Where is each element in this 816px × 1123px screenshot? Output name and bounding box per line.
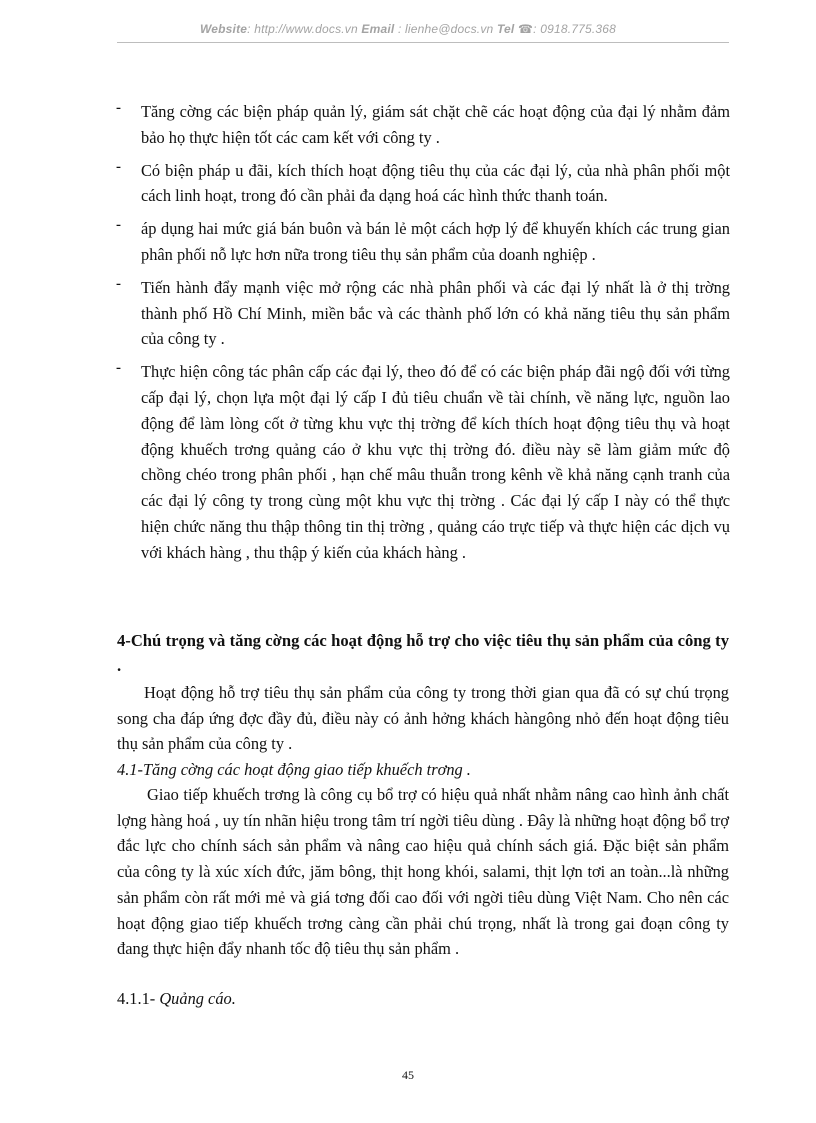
phone-icon: ☎ — [518, 22, 534, 36]
email-value: : lienhe@docs.vn — [394, 22, 497, 36]
website-value: : http://www.docs.vn — [247, 22, 362, 36]
tel-label: Tel — [496, 22, 515, 36]
section-number: 4.1.1- — [117, 989, 160, 1008]
page-header — [0, 22, 816, 36]
section-4-heading: 4-Chú trọng và tăng cờng các hoạt động hỗ trợ cho việc tiêu thụ sản phẩm của công ty . — [117, 631, 729, 675]
bullet-dash: - — [116, 360, 121, 377]
list-item — [114, 158, 730, 210]
tel-value: : 0918.775.368 — [533, 22, 617, 36]
list-item — [114, 275, 730, 352]
bullet-text: áp dụng hai mức giá bán buôn và bán lẻ một cách hợp lý để khuyến khích các trung gian phân phối nỗ lực hơn nữa trong tiêu thụ sản phẩm của doanh nghiệp . — [141, 219, 730, 264]
header-divider — [117, 42, 729, 43]
bullet-text: Tiến hành đẩy mạnh việc mở rộng các nhà phân phối và các đại lý nhất là ở thị trờng thành phố Hồ Chí Minh, miền bắc và các thành phố lớn có khả năng tiêu thụ sản phẩm của công ty . — [141, 277, 730, 349]
bullet-text: Tăng cờng các biện pháp quản lý, giám sát chặt chẽ các hoạt động của đại lý nhằm đảm bảo họ thực hiện tốt các cam kết với công ty . — [141, 102, 730, 147]
email-label: Email — [361, 22, 395, 36]
section-4-1-paragraph: Giao tiếp khuếch trơng là công cụ bổ trợ có hiệu quả nhất nhằm nâng cao hình ảnh chất lợng hàng hoá , uy tín nhãn hiệu trong tâm trí ngời tiêu dùng . Đây là những hoạt động bổ trợ đắc lực cho chính sách sản phẩm và nâng cao hiệu quả chính sách giá. Đặc biệt sản phẩm của công ty là xúc xích đức, jăm bông, thịt hong khói, salami, thịt lợn tơi an toàn...là những sản phẩm còn rất mới mẻ và giá tơng đối cao đối với ngời tiêu dùng Việt Nam. Cho nên các hoạt động giao tiếp khuếch trơng càng cần phải chú trọng, nhất là trong gai đoạn công ty đang thực hiện đẩy nhanh tốc độ tiêu thụ sản phẩm . — [117, 785, 729, 959]
bullet-text: Thực hiện công tác phân cấp các đại lý, theo đó để có các biện pháp đãi ngộ đối với từng cấp đại lý, chọn lựa một đại lý cấp I đủ tiêu chuẩn về tài chính, về năng lực, nguồn lao động để làm lòng cốt ở từng khu vực thị trờng để kích thích hoạt động tiêu thụ và hoạt động khuếch trơng quảng cáo ở khu vực thị trờng đó. điều này sẽ làm giảm mức độ chồng chéo trong phân phối , hạn chế mâu thuẫn trong kênh về khả năng cạnh tranh của các đại lý công ty trong cùng một khu vực thị trờng . Các đại lý cấp I này có thể thực hiện chức năng thu thập thông tin thị trờng , quảng cáo trực tiếp và thực hiện các dịch vụ với khách hàng , thu thập ý kiến của khách hàng . — [141, 362, 730, 562]
bullet-dash: - — [116, 158, 121, 175]
list-item — [114, 359, 730, 565]
list-item — [114, 216, 730, 268]
section-4-1-heading: 4.1-Tăng cờng các hoạt động giao tiếp khuếch trơng . — [117, 760, 471, 779]
section-4-1-1-heading — [117, 986, 729, 1012]
section-4-paragraph: Hoạt động hỗ trợ tiêu thụ sản phẩm của công ty trong thời gian qua đã có sự chú trọng song cha đáp ứng đợc đầy đủ, điều này có ảnh hởng khách hàngông nhỏ đến hoạt động tiêu thụ sản phẩm của công ty . — [117, 683, 729, 754]
list-item — [114, 99, 730, 151]
bullet-text: Có biện pháp u đãi, kích thích hoạt động tiêu thụ của các đại lý, của nhà phân phối một cách linh hoạt, trong đó cần phải đa dạng hoá các hình thức thanh toán. — [141, 160, 730, 206]
bullet-dash: - — [116, 100, 121, 116]
section-title: Quảng cáo. — [159, 989, 236, 1008]
bullet-dash: - — [116, 217, 121, 234]
page-number: 45 — [402, 1068, 414, 1082]
bullet-dash: - — [116, 275, 121, 292]
bullet-list — [114, 99, 730, 573]
website-label: Website — [199, 22, 248, 36]
